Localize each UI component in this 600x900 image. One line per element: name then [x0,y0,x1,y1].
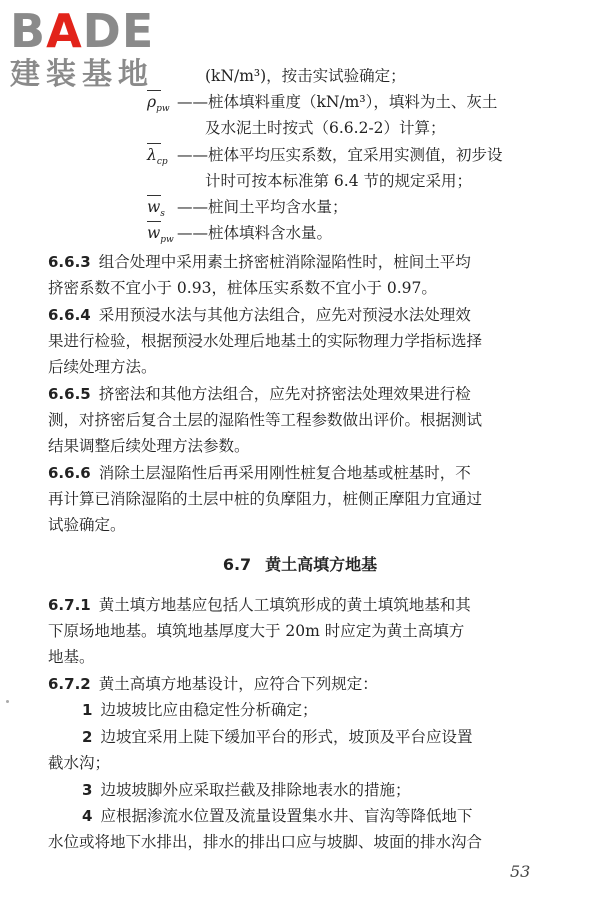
symbol: $\lambda_{cp}$ [147,145,177,172]
item-number: 1 [82,701,93,719]
scan-dot [6,700,9,703]
clause-line: 6.7.2 黄土高填方地基设计，应符合下列规定： [48,675,378,693]
clause-number: 6.7.2 [48,675,91,693]
symbol: $w_{pw}$ [147,223,177,250]
list-item: 2 边坡宜采用上陡下缓加平台的形式，坡顶及平台应设置 [82,728,473,746]
clause-line: 地基。 [48,648,95,666]
clause-line: 挤密系数不宜小于 0.93，桩体压实系数不宜小于 0.97。 [48,279,437,297]
clause-number: 6.7.1 [48,596,91,614]
clause-line: 后续处理方法。 [48,358,157,376]
clause-number: 6.6.5 [48,385,91,403]
clause-line: 6.6.6 消除土层湿陷性后再采用刚性桩复合地基或桩基时，不 [48,464,471,482]
definition-line: $\lambda_{cp}$ ——桩体平均压实系数，宜采用实测值，初步设 [147,145,503,172]
section-heading: 6.7 黄土高填方地基 [222,555,378,574]
symbol: $\rho_{pw}$ [147,92,177,119]
definition-line: $w_{pw}$ ——桩体填料含水量。 [147,223,332,250]
clause-line: 测，对挤密后复合土层的湿陷性等工程参数做出评价。根据测试 [48,411,483,429]
definition-line: 计时可按本标准第 6.4 节的规定采用； [205,172,473,190]
definition-line: $\rho_{pw}$ ——桩体填料重度（kN/m³），填料为土、灰土 [147,92,497,119]
clause-number: 6.6.4 [48,306,91,324]
clause-line: 试验确定。 [48,516,126,534]
clause-line: 6.7.1 黄土填方地基应包括人工填筑形成的黄土填筑地基和其 [48,596,471,614]
list-item: 1 边坡坡比应由稳定性分析确定； [82,701,318,719]
definition-line: (kN/m³)，按击实试验确定； [205,67,406,85]
clause-line: 再计算已消除湿陷的土层中桩的负摩阻力，桩侧正摩阻力宜通过 [48,490,483,508]
definition-line: $w_s$ ——桩间土平均含水量； [147,197,348,224]
logo-wordmark: BADE [10,4,155,58]
list-item: 3 边坡坡脚外应采取拦截及排除地表水的措施； [82,781,411,799]
brand-logo [10,6,180,92]
clause-number: 6.6.3 [48,253,91,271]
item-number: 4 [82,807,93,825]
item-number: 2 [82,728,93,746]
clause-line: 6.6.4 采用预浸水法与其他方法组合，应先对预浸水法处理效 [48,306,471,324]
clause-line: 果进行检验，根据预浸水处理后地基土的实际物理力学指标选择 [48,332,483,350]
page-number: 53 [510,862,531,881]
clause-line: 结果调整后续处理方法参数。 [48,437,250,455]
list-item: 4 应根据渗流水位置及流量设置集水井、盲沟等降低地下 [82,807,473,825]
item-number: 3 [82,781,93,799]
list-item-continuation: 截水沟； [48,754,111,772]
logo-subtitle: 建装基地 [10,57,154,92]
definition-line: 及水泥土时按式（6.6.2-2）计算； [205,119,446,137]
clause-line: 6.6.5 挤密法和其他方法组合，应先对挤密法处理效果进行检 [48,385,471,403]
symbol: $w_s$ [147,197,177,224]
clause-number: 6.6.6 [48,464,91,482]
clause-line: 6.6.3 组合处理中采用素土挤密桩消除湿陷性时，桩间土平均 [48,253,471,271]
clause-line: 下原场地地基。填筑地基厚度大于 20m 时应定为黄土高填方 [48,622,465,640]
list-item-continuation: 水位或将地下水排出，排水的排出口应与坡脚、坡面的排水沟合 [48,833,483,851]
